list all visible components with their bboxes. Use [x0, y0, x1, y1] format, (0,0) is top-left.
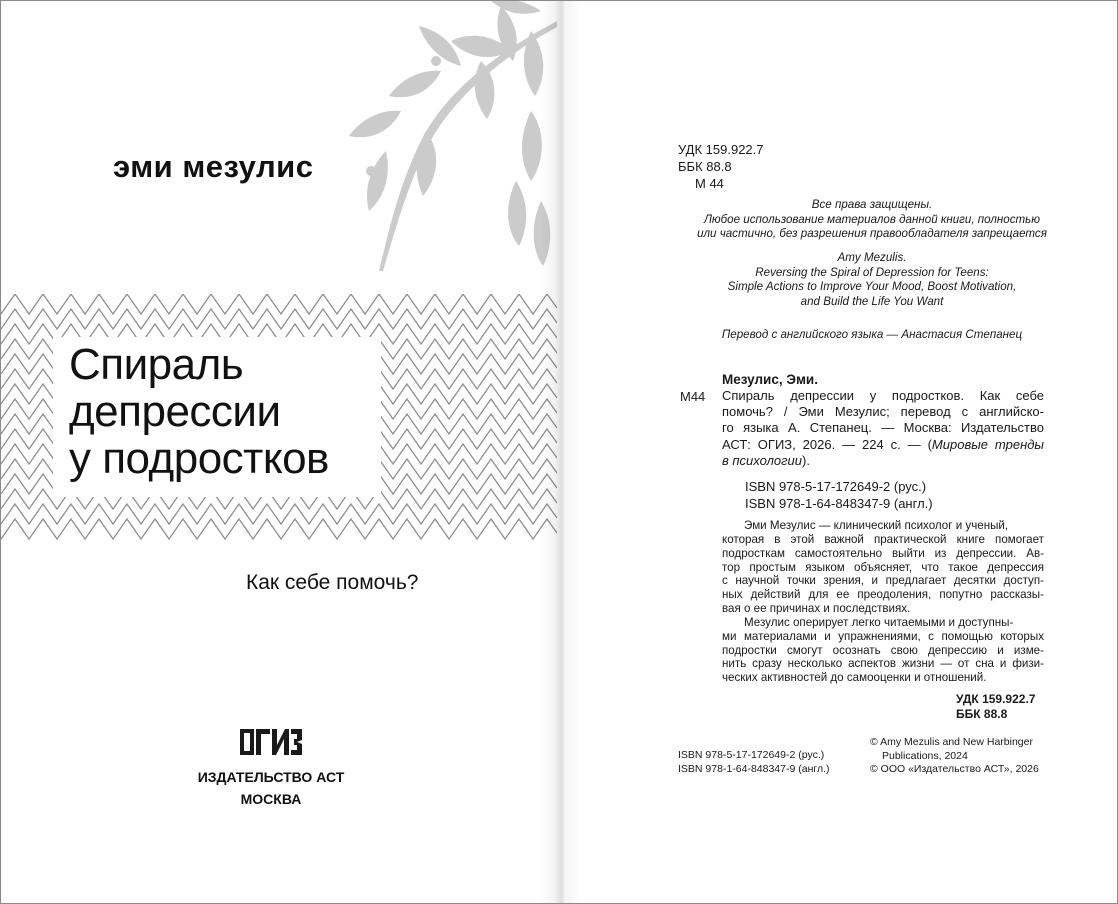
bbk-code: ББК 88.8: [678, 159, 732, 174]
book-title: [69, 341, 329, 482]
rights-line: Любое использование материалов данной книги, полностью: [703, 212, 1041, 226]
series-name: Мировые тренды: [931, 436, 1044, 452]
bbk-code: ББК 88.8: [956, 707, 1008, 721]
isbn-russian: ISBN 978-5-17-172649-2 (рус.): [678, 749, 825, 761]
classification-codes-bold: [956, 692, 1035, 722]
rights-notice: [638, 198, 1106, 242]
right-page: [558, 1, 1117, 903]
ogiz-logo: [240, 729, 302, 755]
series-name: в психологии: [722, 452, 803, 468]
translator-line: Перевод с английского языка — Анастасия Степанец: [721, 328, 1023, 341]
title-line: у подростков: [69, 434, 329, 483]
title-line: депрессии: [69, 387, 281, 436]
isbn-english: ISBN 978-1-64-848347-9 (англ.): [678, 763, 830, 775]
entry-text: АСТ: ОГИЗ, 2026. — 224 с. — (: [722, 436, 932, 452]
abstract-line: ных действий для ее преодоления, попутно рассказы-: [722, 588, 1044, 602]
abstract-line: Мезулис оперирует легко читаемыми и доступны-: [744, 615, 1014, 629]
copyright-notice: [870, 736, 1039, 777]
entry-line: Спираль депрессии у подростков. Как себе: [722, 388, 1044, 403]
abstract-line: нить сразу несколько аспектов жизни — от сна и физи-: [722, 657, 1044, 671]
rights-line: Все права защищены.: [811, 198, 933, 211]
entry-line: помочь? / Эми Мезулис; перевод с английско-: [722, 404, 1044, 420]
udk-code: УДК 159.922.7: [956, 692, 1036, 706]
isbn-russian: ISBN 978-5-17-172649-2 (рус.): [745, 479, 927, 494]
author-mark: М 44: [695, 176, 724, 191]
abstract-line: ми материалами и упражнениями, с помощью которых: [722, 629, 1044, 643]
original-line: and Build the Life You Want: [800, 294, 944, 308]
isbn-list: [745, 478, 933, 512]
udk-code: УДК 159.922.7: [678, 142, 764, 157]
entry-text: ).: [802, 452, 810, 468]
abstract-line: подросткам самостоятельно выйти из депрессии. Ав-: [722, 546, 1044, 560]
copyright-line: © ООО «Издательство АСТ», 2026: [870, 763, 1039, 775]
translator-credit: [638, 328, 1106, 343]
original-title: [638, 251, 1106, 309]
abstract-line: подростки смогут осознать свою депрессию и изме-: [722, 643, 1044, 657]
isbn-footer: [678, 748, 830, 776]
entry-line: [722, 437, 1044, 453]
abstract-line: ческих активностей до самооценки и отношений.: [722, 671, 987, 685]
book-abstract: [722, 519, 1044, 685]
entry-line: [722, 453, 1044, 469]
left-page: [1, 1, 557, 903]
original-line: Simple Actions to Improve Your Mood, Boost Motivation,: [727, 280, 1017, 293]
rights-line: или частично, без разрешения правообладателя запрещается: [697, 227, 1047, 240]
catalog-entry: [722, 388, 1044, 469]
abstract-line: которая в этой важной практической книге помогает: [722, 532, 1044, 546]
original-line: Amy Mezulis.: [837, 251, 907, 264]
publisher-city: МОСКВА: [240, 791, 302, 807]
copyright-line: © Amy Mezulis and New Harbinger: [870, 736, 1033, 748]
author-name: эми мезулис: [113, 149, 314, 184]
publisher-name: ИЗДАТЕЛЬСТВО АСТ: [197, 769, 345, 785]
isbn-english: ISBN 978-1-64-848347-9 (англ.): [745, 496, 933, 511]
classification-codes: [678, 141, 764, 192]
abstract-line: вая о ее причинах и последствиях.: [722, 602, 911, 616]
leaf-illustration: [331, 1, 557, 273]
original-line: Reversing the Spiral of Depression for Teens:: [755, 265, 989, 279]
catalog-entry-author: Мезулис, Эми.: [722, 372, 818, 387]
book-subtitle: Как себе помочь?: [246, 571, 419, 594]
entry-line: го языка А. Степанец. — Москва: Издательство: [722, 420, 1044, 436]
copyright-line: Publications, 2024: [882, 749, 968, 762]
abstract-line: тор простым языком объясняет, что такое депрессия: [722, 560, 1044, 574]
title-line: Спираль: [69, 340, 244, 389]
abstract-line: с научной точки зрения, и предлагает десятки доступ-: [722, 574, 1044, 588]
abstract-line: Эми Мезулис — клинический психолог и ученый,: [744, 519, 1009, 532]
catalog-code: М44: [680, 389, 706, 404]
book-gutter-shadow: [541, 1, 581, 903]
